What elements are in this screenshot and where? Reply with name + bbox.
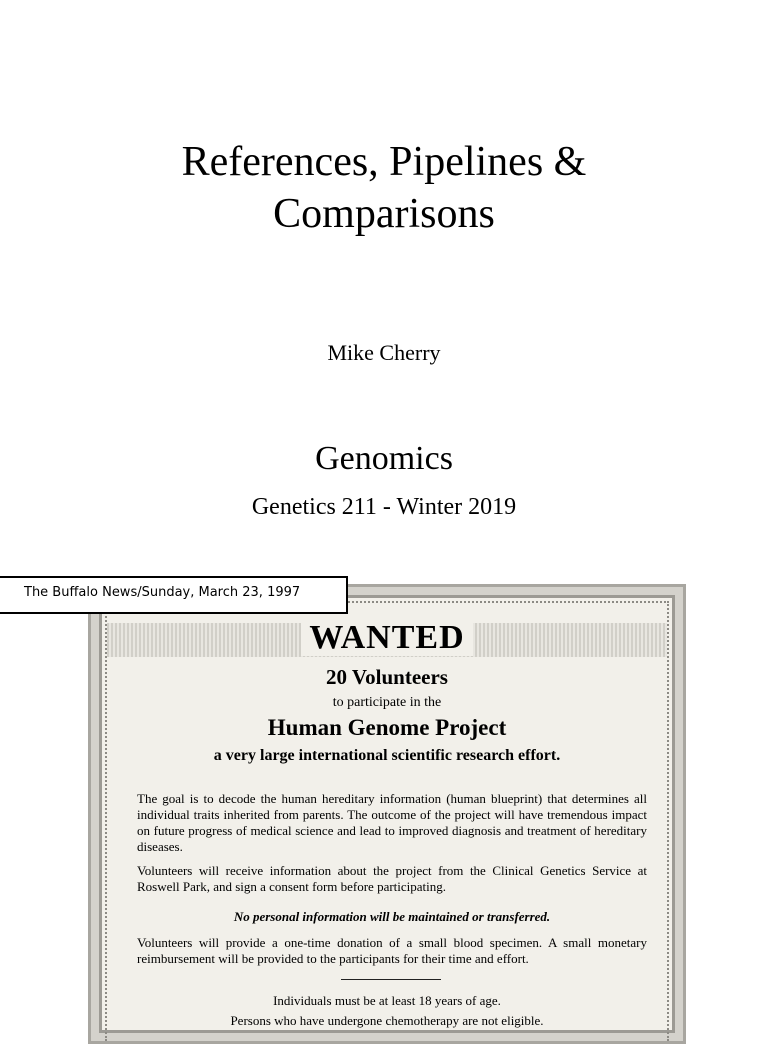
donation-paragraph: Volunteers will provide a one-time donation of a small blood specimen. A small monetary reimbursement will be provided to the participants for their time and effort. — [137, 935, 647, 966]
slide-title-line2: Comparisons — [273, 191, 495, 237]
slide-title-line1: References, Pipelines & — [181, 139, 587, 185]
volunteers-heading: 20 Volunteers — [326, 665, 448, 689]
slide-title — [0, 136, 768, 240]
participate-text: to participate in the — [332, 695, 442, 710]
newspaper-source: The Buffalo News/Sunday, March 23, 1997 — [24, 585, 301, 600]
goal-paragraph: The goal is to decode the human hereditary information (human blueprint) that determines all individual traits inherited from parents. The outcome of the project will have tremendous impact on future progress of medical science and lead to improved diagnosis and treatment of hereditary diseases. — [137, 791, 647, 854]
newspaper-clipping — [88, 584, 686, 1044]
chemo-requirement: Persons who have undergone chemotherapy are not eligible. — [230, 1013, 544, 1028]
newspaper-source-box — [0, 576, 348, 614]
volunteer-info-paragraph: Volunteers will receive information about the project from the Clinical Genetics Service at Roswell Park, and sign a consent form before participating. — [137, 863, 647, 894]
author-name: Mike Cherry — [327, 340, 441, 365]
course-term: Genetics 211 - Winter 2019 — [251, 494, 517, 520]
project-name: Human Genome Project — [267, 715, 507, 740]
headline-text: WANTED — [301, 619, 472, 656]
privacy-notice: No personal information will be maintained or transferred. — [233, 909, 551, 924]
age-requirement: Individuals must be at least 18 years of age. — [273, 993, 501, 1008]
divider-rule — [341, 979, 441, 980]
course-name: Genomics — [315, 440, 453, 477]
project-description: a very large international scientific research effort. — [213, 747, 561, 764]
clipping-headline — [91, 619, 683, 657]
